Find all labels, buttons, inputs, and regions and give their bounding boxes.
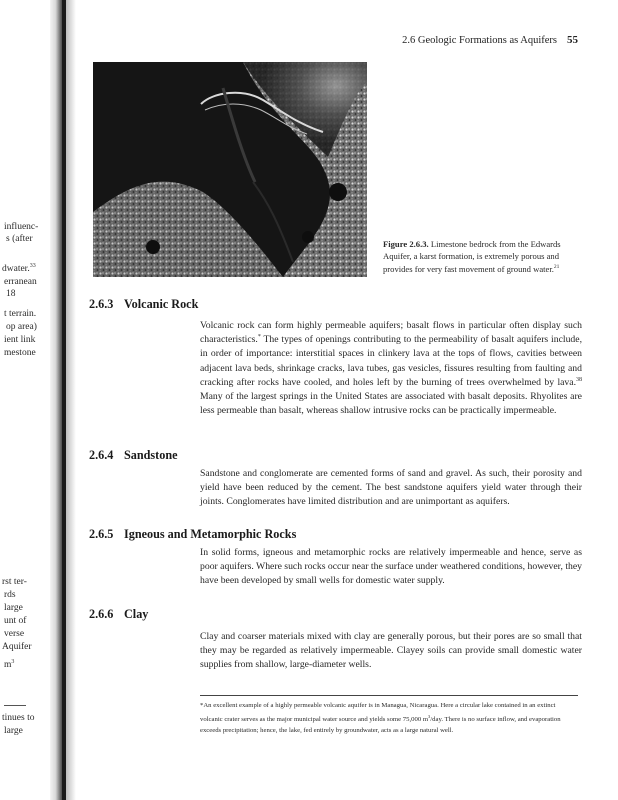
section-number: 2.6.3 <box>89 297 114 311</box>
facing-fragment: s (after <box>6 234 33 244</box>
section-body <box>200 630 582 673</box>
photo-illustration <box>93 62 367 277</box>
section-number: 2.6.5 <box>89 527 114 541</box>
footnote-marker: * <box>257 333 261 340</box>
section-title: Igneous and Metamorphic Rocks <box>124 527 297 541</box>
body-text: Sandstone and conglomerate are cemented forms of sand and gravel. As such, their porosity and yield have been reduced by the cement. The best sandstone aquifers yield water through their joints. Conglomerates have limited distribution and are unimportant as aquifers. <box>200 468 582 508</box>
section-body <box>200 319 582 418</box>
figure-caption-text: Limestone bedrock from the Edwards Aquifer, a karst formation, is extremely porous and provides for very fast movement of ground water. <box>383 239 561 274</box>
citation-ref: 38 <box>576 376 582 383</box>
facing-fragment: rst ter- <box>2 577 27 587</box>
body-text: The types of openings contributing to the permeability of basalt aquifers include, in order of importance: interstitial spaces in clinkery lava at the tops of flows, cavities between adjacent lava beds, shrinkage cracks, lava tubes, gas vesicles, fissures resulting from faulting and cracking after rocks have cooled, and holes left by the burning of trees overwhelmed by lava. <box>200 334 582 388</box>
footnote-rule <box>200 695 578 696</box>
page-number: 55 <box>567 34 578 46</box>
section-heading <box>89 448 178 463</box>
facing-fragment: $m^3$ <box>4 659 15 671</box>
footnote-text: /day. There is no surface inflow, and evaporation exceeds precipitation; hence, the lake, fed entirely by groundwater, acts as a large natural well. <box>200 716 561 735</box>
facing-fragment: erranean <box>4 277 37 287</box>
body-text: Clay and coarser materials mixed with clay are generally porous, but their pores are so small that they may be regarded as relatively impermeable. Clayey soils can provide small domestic water supplies from shallow, large-diameter wells. <box>200 631 582 671</box>
facing-fragment: large <box>4 726 23 736</box>
running-head-section: 2.6 Geologic Formations as Aquifers <box>402 35 557 46</box>
binding-gutter-fade <box>66 0 76 800</box>
figure-label: Figure 2.6.3. <box>383 239 429 249</box>
section-heading <box>89 527 296 542</box>
facing-fragment: mestone <box>4 348 36 358</box>
limestone-bedrock-photo <box>93 62 367 277</box>
citation-ref: 21 <box>553 264 560 270</box>
footnote <box>200 700 572 736</box>
section-title: Volcanic Rock <box>124 297 199 311</box>
body-text: Many of the largest springs in the United States are associated with basalt deposits. Rhyolites are less permeable than basalt, whereas shallow intrusive rocks can be practically impermeable. <box>200 391 582 417</box>
section-heading <box>89 607 148 622</box>
body-text: In solid forms, igneous and metamorphic rocks are relatively impermeable and hence, serve as poor aquifers. Where such rocks occur near the surface under weathered conditions, however, they have been developed by small wells for domestic water supply. <box>200 547 582 587</box>
footnote-superscript: 3 <box>428 714 431 719</box>
section-title: Clay <box>124 607 149 621</box>
facing-fragment: rds <box>4 590 16 600</box>
facing-fragment: tinues to <box>2 713 35 723</box>
footnote-text: *An excellent example of a highly permeable volcanic aquifer is in Managua, Nicaragua. Here a circular lake contained in an extinct volcanic crater serves as the major municipal water source and yields some 75,000 m <box>200 702 556 724</box>
body-text: Volcanic rock can form highly permeable aquifers; basalt flows in particular often display such characteristics. <box>200 320 582 346</box>
section-number: 2.6.4 <box>89 448 114 462</box>
running-head <box>402 34 578 46</box>
facing-fragment: influenc- <box>4 222 39 232</box>
section-body <box>200 546 582 589</box>
facing-fragment: large <box>4 603 23 613</box>
facing-fragment: op area) <box>6 322 37 332</box>
section-heading <box>89 297 198 312</box>
facing-fragment: verse <box>4 629 25 639</box>
figure-caption <box>383 239 583 275</box>
section-body <box>200 467 582 510</box>
facing-fragment: 18 <box>6 289 16 299</box>
facing-fragment: t terrain. <box>4 309 37 319</box>
facing-fragment: ient link <box>4 335 36 345</box>
section-title: Sandstone <box>124 448 178 462</box>
facing-fragment: Aquifer <box>2 642 32 652</box>
facing-fragment: unt of <box>4 616 27 626</box>
facing-footnote-rule <box>4 705 26 706</box>
facing-fragment: dwater.$^{33}$ <box>2 263 36 275</box>
section-number: 2.6.6 <box>89 607 114 621</box>
